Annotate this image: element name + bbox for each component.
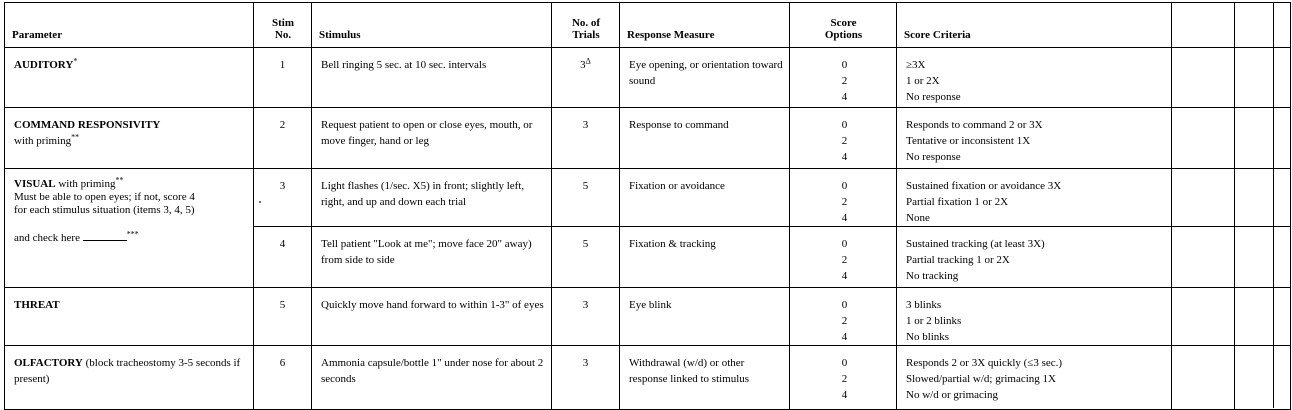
response-cell: Eye blink: [620, 288, 790, 346]
score-entry-cell[interactable]: [1235, 346, 1291, 410]
score-entry-cell[interactable]: [1235, 48, 1291, 108]
trials-cell: 3: [552, 108, 620, 169]
stim-no-cell: 5: [254, 288, 312, 346]
header-blank-2: [1235, 3, 1291, 48]
score-criteria-cell: ≥3X 1 or 2X No response: [897, 48, 1172, 108]
column-divider: [1273, 2, 1274, 408]
score-options-cell: 0 2 4: [790, 169, 897, 227]
header-score-criteria: Score Criteria: [897, 3, 1172, 48]
score-options-cell: 0 2 4: [790, 346, 897, 410]
stim-no-cell: 1: [254, 48, 312, 108]
stim-no-cell: 2: [254, 108, 312, 169]
score-entry-cell[interactable]: [1235, 169, 1291, 227]
stim-no-cell: 4: [254, 227, 312, 288]
header-stim-no: Stim No.: [254, 3, 312, 48]
trials-cell: 5: [552, 169, 620, 227]
score-entry-cell[interactable]: [1172, 227, 1235, 288]
stimulus-cell: Ammonia capsule/bottle 1" under nose for about 2 seconds: [312, 346, 552, 410]
parameter-cell: VISUAL with priming** Must be able to open eyes; if not, score 4 for each stimulus situation (items 3, 4, 5) and check here ***: [5, 169, 254, 288]
header-no-of-trials: No. of Trials: [552, 3, 620, 48]
trials-cell: 3: [552, 346, 620, 410]
trials-cell: 5: [552, 227, 620, 288]
assessment-table: [4, 2, 1291, 410]
score-options-cell: 0 2 4: [790, 108, 897, 169]
stimulus-cell: Quickly move hand forward to within 1-3" of eyes: [312, 288, 552, 346]
score-entry-cell[interactable]: [1172, 108, 1235, 169]
check-here-blank[interactable]: [83, 230, 127, 241]
score-criteria-cell: 3 blinks 1 or 2 blinks No blinks: [897, 288, 1172, 346]
header-blank-1: [1172, 3, 1235, 48]
score-options-cell: 0 2 4: [790, 227, 897, 288]
response-cell: Fixation & tracking: [620, 227, 790, 288]
score-entry-cell[interactable]: [1235, 108, 1291, 169]
table-row: [5, 108, 1291, 169]
parameter-cell: AUDITORY*: [5, 48, 254, 108]
header-parameter: Parameter: [5, 3, 254, 48]
table-row: [5, 288, 1291, 346]
table-row: [5, 169, 1291, 227]
score-criteria-cell: Responds 2 or 3X quickly (≤3 sec.) Slowed/partial w/d; grimacing 1X No w/d or grimacing: [897, 346, 1172, 410]
parameter-cell: OLFACTORY (block tracheostomy 3-5 seconds if present): [5, 346, 254, 410]
score-entry-cell[interactable]: [1235, 288, 1291, 346]
header-row: [5, 3, 1291, 48]
stimulus-cell: Bell ringing 5 sec. at 10 sec. intervals: [312, 48, 552, 108]
score-entry-cell[interactable]: [1172, 288, 1235, 346]
header-response-measure: Response Measure: [620, 3, 790, 48]
stimulus-cell: Tell patient "Look at me"; move face 20" away) from side to side: [312, 227, 552, 288]
score-criteria-cell: Responds to command 2 or 3X Tentative or inconsistent 1X No response: [897, 108, 1172, 169]
score-criteria-cell: Sustained tracking (at least 3X) Partial tracking 1 or 2X No tracking: [897, 227, 1172, 288]
stimulus-cell: Request patient to open or close eyes, mouth, or move finger, hand or leg: [312, 108, 552, 169]
scan-speck: [259, 201, 261, 203]
score-criteria-cell: Sustained fixation or avoidance 3X Partial fixation 1 or 2X None: [897, 169, 1172, 227]
header-stimulus: Stimulus: [312, 3, 552, 48]
parameter-cell: THREAT: [5, 288, 254, 346]
response-cell: Response to command: [620, 108, 790, 169]
score-entry-cell[interactable]: [1235, 227, 1291, 288]
trials-cell: 3: [552, 288, 620, 346]
stim-no-cell: 3: [254, 169, 312, 227]
score-entry-cell[interactable]: [1172, 48, 1235, 108]
table-row: [5, 346, 1291, 410]
score-entry-cell[interactable]: [1172, 346, 1235, 410]
score-options-cell: 0 2 4: [790, 48, 897, 108]
score-options-cell: 0 2 4: [790, 288, 897, 346]
table-row: [5, 48, 1291, 108]
header-score-options: Score Options: [790, 3, 897, 48]
stim-no-cell: 6: [254, 346, 312, 410]
response-cell: Fixation or avoidance: [620, 169, 790, 227]
trials-cell: $3^\Delta$: [552, 48, 620, 108]
response-cell: Withdrawal (w/d) or other response linked to stimulus: [620, 346, 790, 410]
response-cell: Eye opening, or orientation toward sound: [620, 48, 790, 108]
score-entry-cell[interactable]: [1172, 169, 1235, 227]
parameter-cell: COMMAND RESPONSIVITY with priming**: [5, 108, 254, 169]
stimulus-cell: Light flashes (1/sec. X5) in front; slightly left, right, and up and down each trial: [312, 169, 552, 227]
